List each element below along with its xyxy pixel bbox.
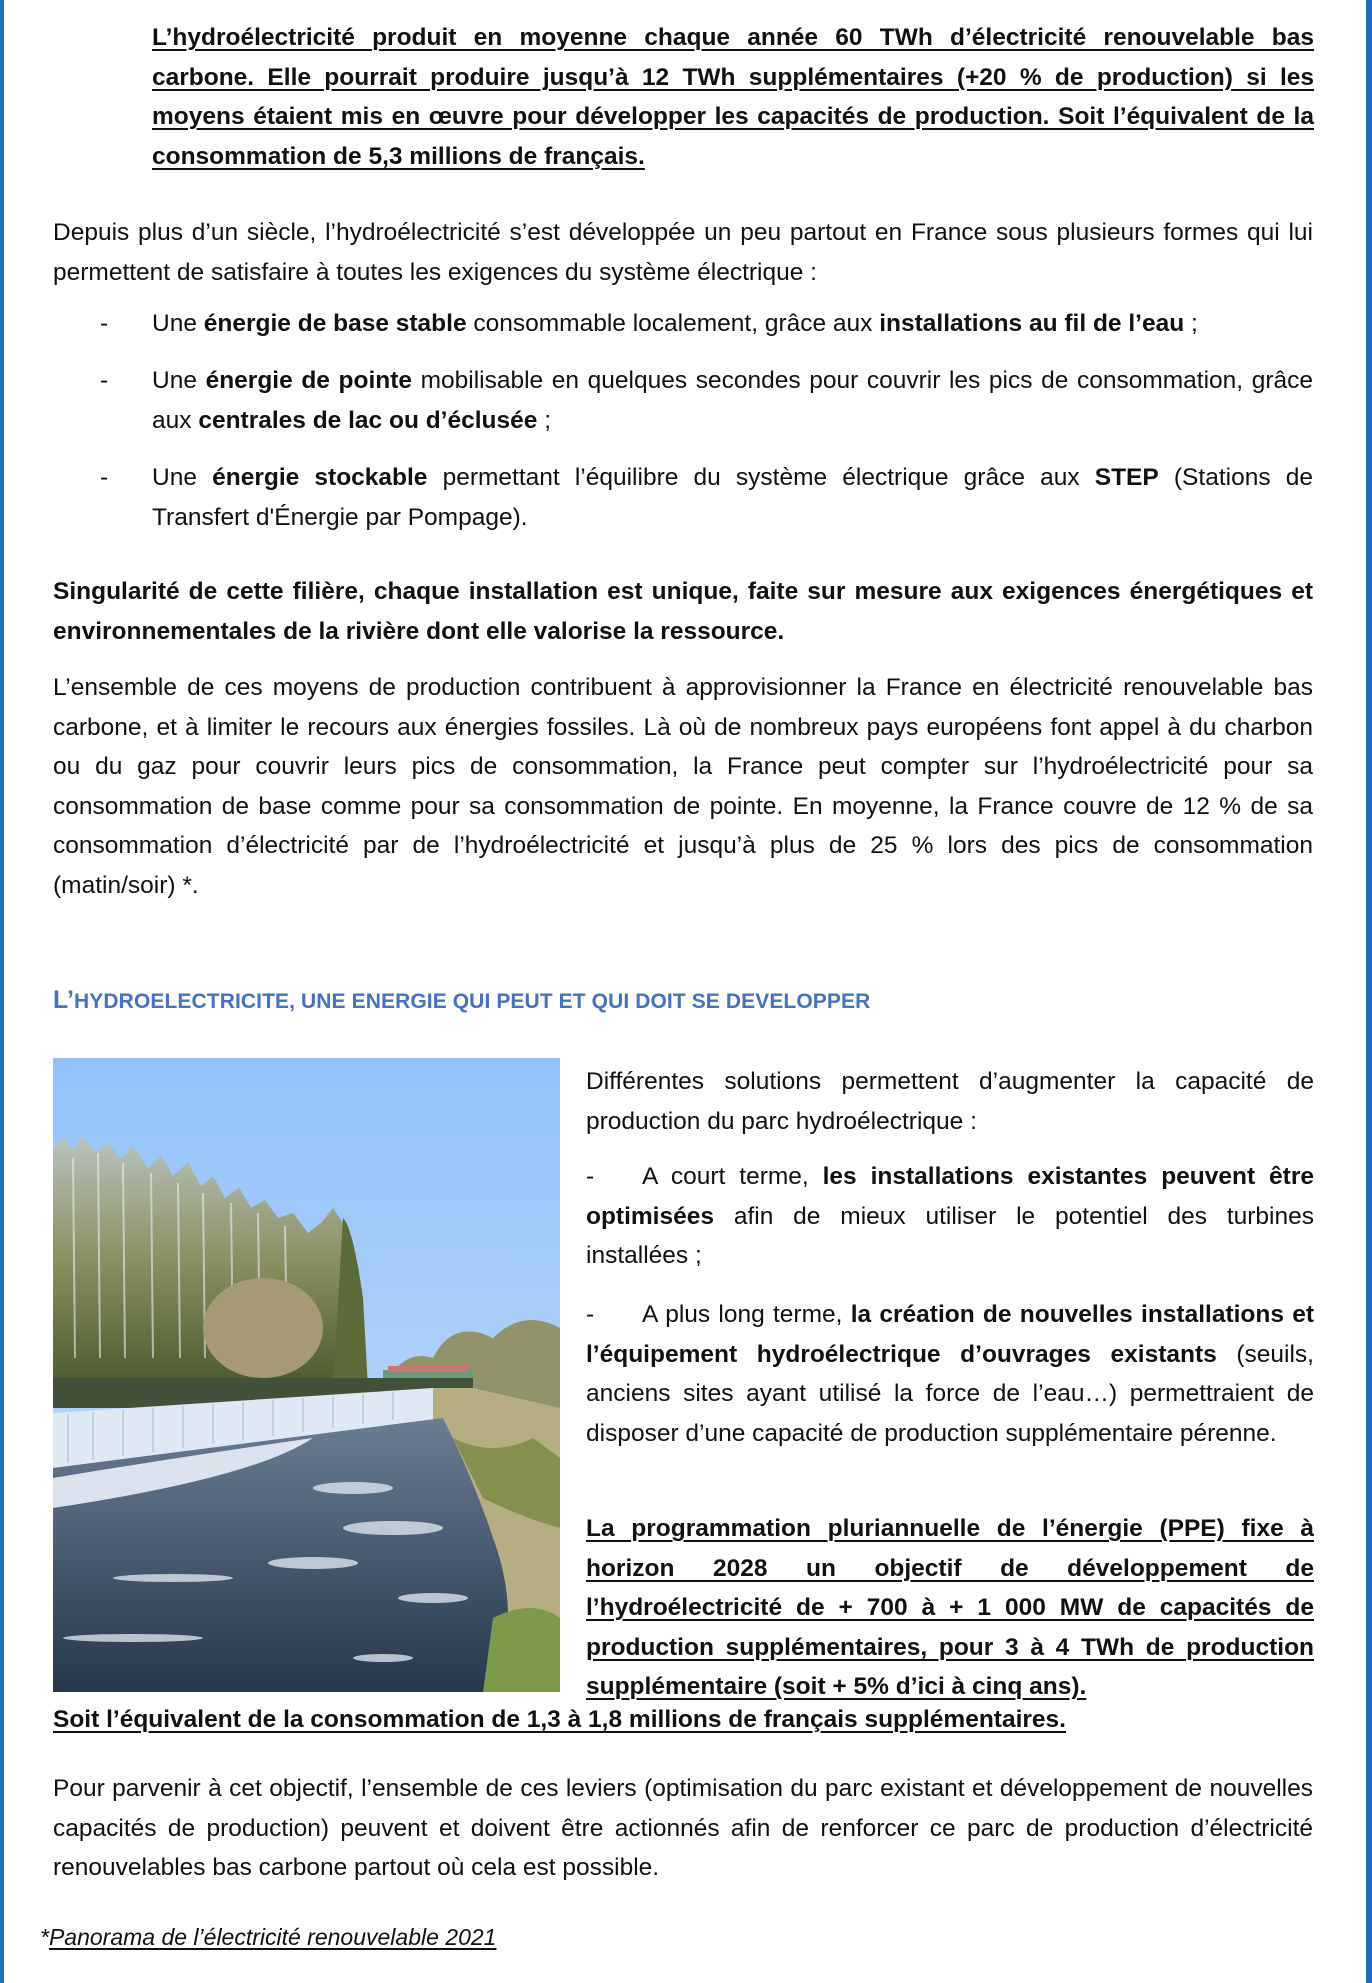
page-border-left [0,0,4,1983]
equivalent-consumption [53,1700,1313,1740]
ppe-objective [586,1509,1314,1707]
text-run: ; [537,406,552,434]
solution-long-term [586,1295,1314,1453]
bold-run: STEP [1094,464,1159,491]
footnote-reference: Panorama de l’électricité renouvelable 2021 [48,1924,497,1950]
text-run: consommable localement, grâce aux [466,310,880,337]
heading-initial: L’ [53,986,75,1014]
bullet-peak-energy [100,361,1313,440]
bold-run: énergie de pointe [205,367,413,394]
bold-run: énergie de base stable [203,310,467,337]
paragraph-ensemble: L’ensemble de ces moyens de production contribuent à approvisionner la France en électricité renouvelable bas carbone, et à limiter le recours aux énergies fossiles. Là où de nombreux pays européens font appel à du charbon ou du gaz pour couvrir leurs pics de consommation, la France peut compter sur l’hydroélectricité pour sa consommation de base comme pour sa consommation de pointe. En moyenne, la France couvre de 12 % de sa consommation d’électricité par de l’hydroélectricité et jusqu’à plus de 25 % lors des pics de consommation (matin/soir) *. [53,674,1313,899]
text-run: A court terme, [642,1163,823,1190]
footnote-marker: * [40,1924,49,1950]
river-weir-photo [53,1058,560,1692]
intro-highlight [152,18,1314,176]
footnote [40,1924,496,1951]
bullet-dash: - [100,464,109,491]
bold-run: énergie stockable [212,464,428,491]
text-run: Une [152,367,206,394]
text-run: mobilisable en quelques secondes pour couvrir les pics de consommation, grâce aux [152,367,1313,434]
text-run: (Stations de Transfert d'Énergie par Pompage). [152,464,1313,531]
bold-run: les installations existantes peuvent être optimisées [586,1163,1314,1230]
paragraph-forms: Depuis plus d’un siècle, l’hydroélectricité s’est développée un peu partout en France sous plusieurs formes qui lui permettent de satisfaire à toutes les exigences du système électrique : [53,219,1313,286]
text-run: Une [152,464,213,491]
bold-run: installations au fil de l’eau [879,310,1185,337]
bullet-text [152,304,1313,344]
text-run: A plus long terme, [642,1301,851,1328]
bullet-text [152,458,1313,537]
bullet-storable-energy [100,458,1313,537]
item-dash: - [586,1163,595,1190]
text-run: Une [152,310,204,337]
bullet-dash: - [100,367,109,394]
text-run: (seuils, anciens sites ayant utilisé la force de l’eau…) permettraient de disposer d’une capacité de production supplémentaire pérenne. [586,1340,1314,1447]
solution-short-term [586,1157,1314,1276]
page-border-right [1366,0,1372,1983]
bullet-base-energy [100,304,1313,344]
text-run: ; [1184,310,1198,337]
bold-run: centrales de lac ou d’éclusée [198,406,538,434]
solutions-intro: Différentes solutions permettent d’augmenter la capacité de production du parc hydroélectrique : [586,1068,1314,1135]
bullet-text [152,361,1313,440]
text-run: afin de mieux utiliser le potentiel des turbines installées ; [586,1202,1314,1269]
bold-run: la création de nouvelles installations et l’équipement hydroélectrique d’ouvrages existants [586,1301,1315,1368]
heading-smallcaps: HYDROELECTRICITE, UNE ENERGIE QUI PEUT ET QUI DOIT SE DEVELOPPER [74,990,871,1013]
text-run: permettant l’équilibre du système électrique grâce aux [427,464,1095,491]
intro-text: L’hydroélectricité produit en moyenne chaque année 60 TWh d’électricité renouvelable bas carbone. Elle pourrait produire jusqu’à 12 TWh supplémentaires (+20 % de production) si les moyens étaient mis en œuvre pour développer les capacités de production. Soit l’équivalent de la consommation de 5,3 millions de français. [152,24,1314,170]
soit-text: Soit l’équivalent de la consommation de 1,3 à 1,8 millions de français supplémentaires. [53,1706,1066,1733]
paragraph-conclusion: Pour parvenir à cet objectif, l’ensemble de ces leviers (optimisation du parc existant et développement de nouvelles capacités de production) peuvent et doivent être actionnés afin de renforcer ce parc de production d’électricité renouvelables bas carbone partout où cela est possible. [53,1775,1313,1881]
ppe-text: La programmation pluriannuelle de l’énergie (PPE) fixe à horizon 2028 un objectif de développement de l’hydroélectricité de + 700 à + 1 000 MW de capacités de production supplémentaires, pour 3 à 4 TWh de production supplémentaire (soit + 5% d’ici à cinq ans). [586,1515,1314,1700]
item-dash: - [586,1301,595,1328]
section-heading [53,986,870,1015]
bullet-dash: - [100,310,109,337]
paragraph-singularity: Singularité de cette filière, chaque installation est unique, faite sur mesure aux exigences énergétiques et environnementales de la rivière dont elle valorise la ressource. [53,578,1313,645]
